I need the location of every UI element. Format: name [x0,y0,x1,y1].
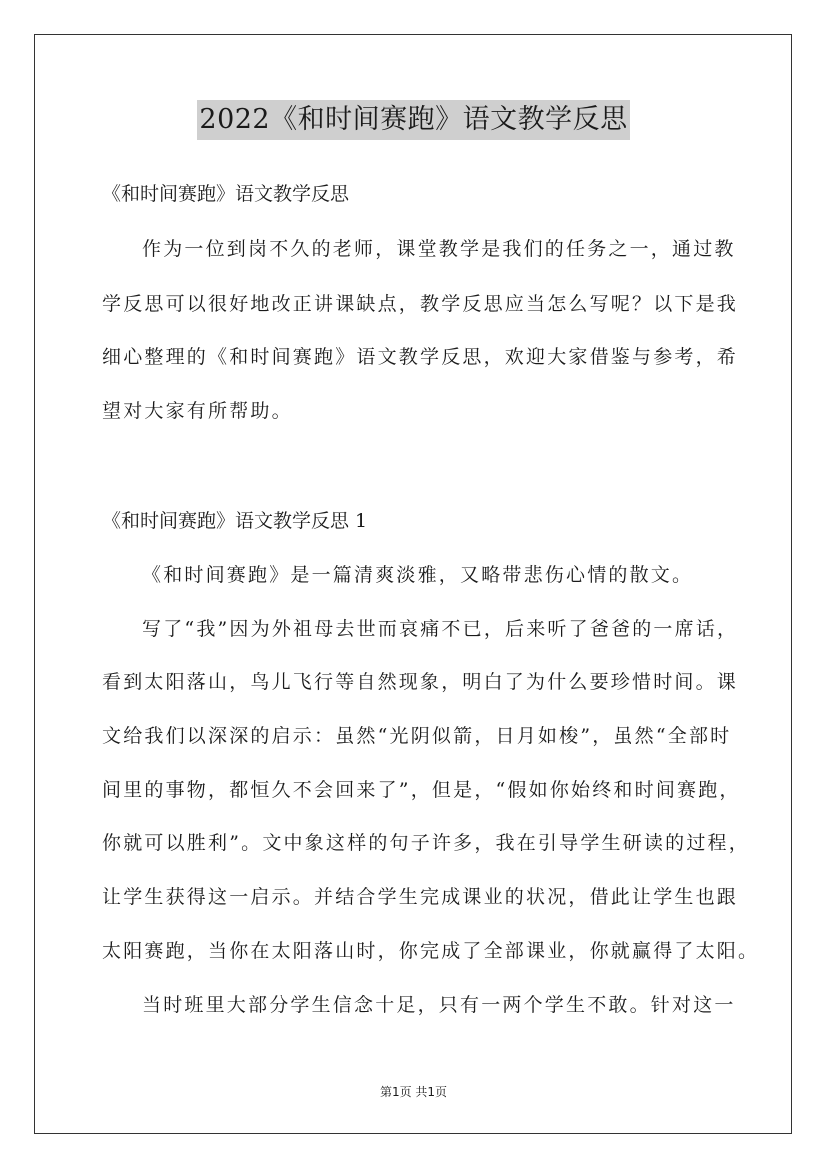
intro-line: 学反思可以很好地改正讲课缺点，教学反思应当怎么写呢？以下是我 [102,293,739,315]
title-container [0,100,827,140]
subtitle: 《和时间赛跑》语文教学反思 [102,183,350,205]
intro-line: 作为一位到岗不久的老师，课堂教学是我们的任务之一，通过教 [142,238,736,260]
body-line: 《和时间赛跑》是一篇清爽淡雅，又略带悲伤心情的散文。 [142,564,694,586]
body-line: 当时班里大部分学生信念十足，只有一两个学生不敢。针对这一 [142,994,736,1016]
body-line: 文给我们以深深的启示：虽然“光阴似箭，日月如梭”，虽然“全部时 [102,725,732,747]
intro-line: 望对大家有所帮助。 [102,400,293,422]
body-line: 太阳赛跑，当你在太阳落山时，你完成了全部课业，你就赢得了太阳。 [102,940,760,962]
body-line: 间里的事物，都恒久不会回来了”，但是，“假如你始终和时间赛跑， [102,779,741,801]
body-line: 你就可以胜利”。文中象这样的句子许多，我在引导学生研读的过程， [102,832,750,854]
section-heading: 《和时间赛跑》语文教学反思 1 [102,510,368,532]
intro-line: 细心整理的《和时间赛跑》语文教学反思，欢迎大家借鉴与参考，希 [102,346,739,368]
body-line: 写了“我”因为外祖母去世而哀痛不已，后来听了爸爸的一席话， [142,618,739,640]
page-footer: 第1页 共1页 [379,1085,448,1099]
body-line: 看到太阳落山，鸟儿飞行等自然现象，明白了为什么要珍惜时间。课 [102,671,739,693]
document-title: 2022《和时间赛跑》语文教学反思 [197,100,629,140]
body-line: 让学生获得这一启示。并结合学生完成课业的状况，借此让学生也跟 [102,886,739,908]
